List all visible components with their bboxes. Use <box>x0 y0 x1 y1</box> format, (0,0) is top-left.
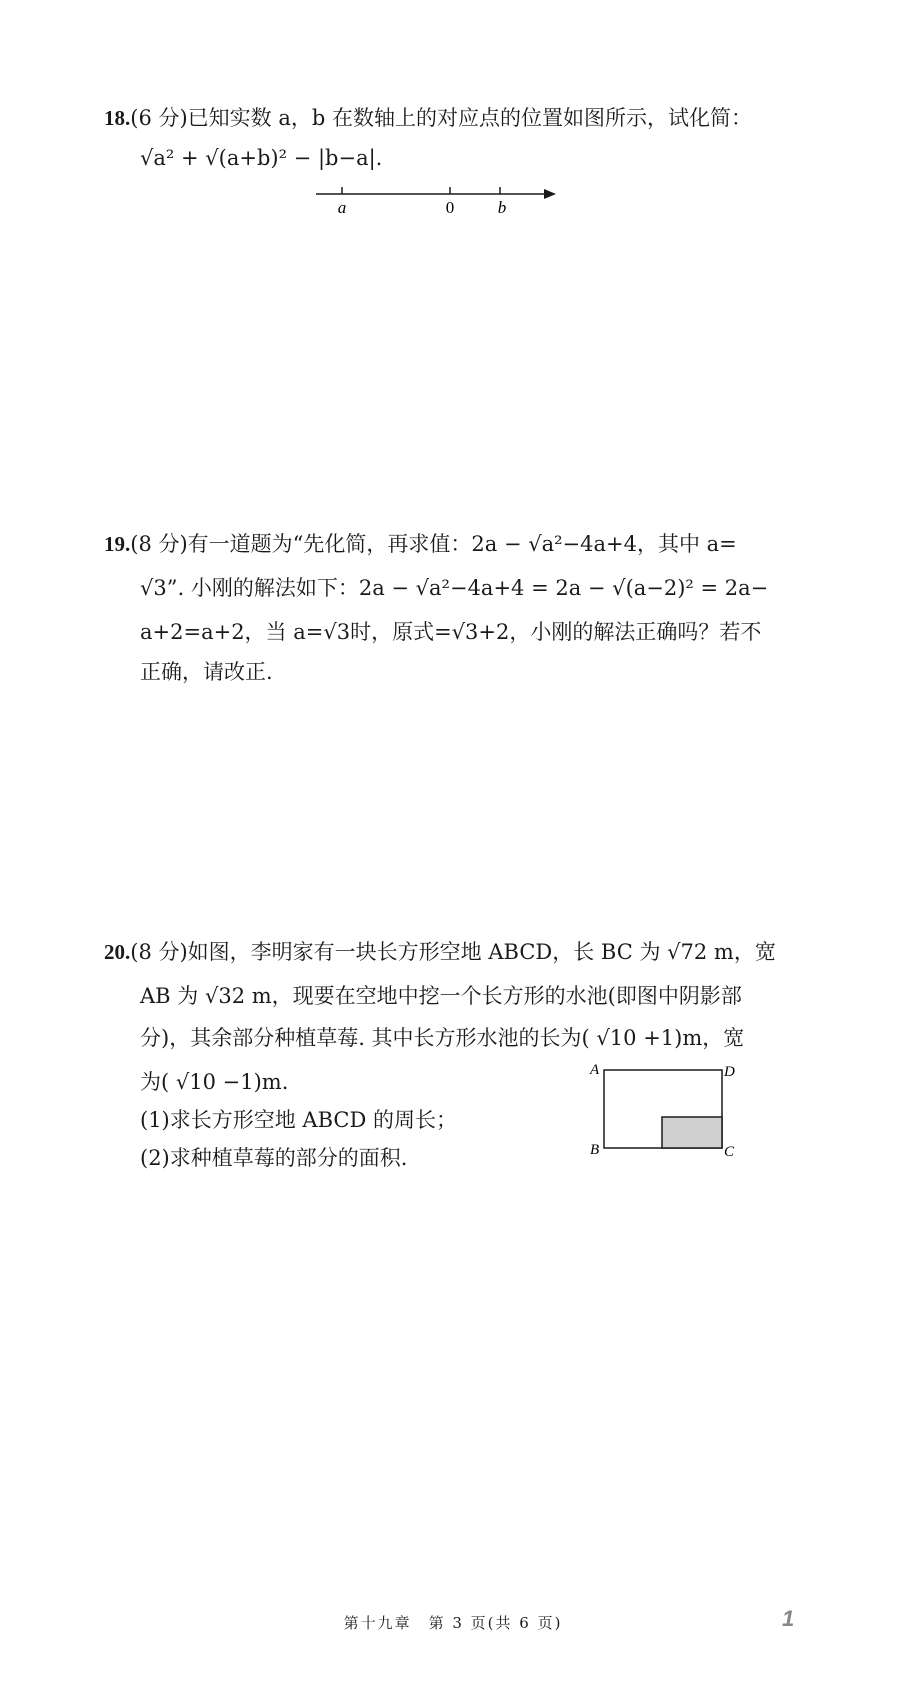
q18-number: 18. <box>104 106 131 130</box>
corner-label-a: A <box>590 1062 600 1078</box>
q20-text-2: AB 为 √32 m，现要在空地中挖一个长方形的水池(即图中阴影部 <box>140 984 742 1008</box>
page-number: 1 <box>782 1606 795 1631</box>
q19-number: 19. <box>104 532 131 556</box>
q20-text-4: 为( √10 −1)m. <box>140 1070 289 1094</box>
q18-line1 <box>104 102 752 132</box>
q20-subquestion-2: (2)求种植草莓的部分的面积. <box>140 1146 408 1170</box>
q20-text-3: 分)，其余部分种植草莓. 其中长方形水池的长为( √10 +1)m，宽 <box>140 1026 745 1050</box>
number-line-figure <box>310 180 570 220</box>
q19-text-2: √3”. 小刚的解法如下：2a − √a²−4a+4 = 2a − √(a−2)² = 2a− <box>140 576 769 600</box>
label-b: b <box>497 198 507 217</box>
pond-shaded-rectangle <box>662 1117 722 1148</box>
corner-label-c: C <box>724 1144 735 1160</box>
label-zero: 0 <box>445 198 455 217</box>
page-footer: 第十九章 第 3 页(共 6 页) <box>343 1614 563 1632</box>
q18-expression: √a² + √(a+b)² − |b−a|. <box>140 146 383 170</box>
q19-text-4: 正确，请改正. <box>140 660 273 684</box>
rectangle-figure <box>584 1056 744 1166</box>
q19-text-1: (8 分)有一道题为“先化简，再求值：2a − √a²−4a+4，其中 a= <box>130 532 737 556</box>
q20-line1 <box>104 936 776 966</box>
q19-text-3: a+2=a+2，当 a=√3时，原式=√3+2，小刚的解法正确吗？若不 <box>140 620 762 644</box>
q20-number: 20. <box>104 940 131 964</box>
q19-line1 <box>104 528 737 558</box>
q20-subquestion-1: (1)求长方形空地 ABCD 的周长； <box>140 1108 457 1132</box>
corner-label-b: B <box>590 1142 600 1158</box>
corner-label-d: D <box>724 1064 735 1080</box>
q20-text-1: (8 分)如图，李明家有一块长方形空地 ABCD，长 BC 为 √72 m，宽 <box>130 940 776 964</box>
q18-text: (6 分)已知实数 a，b 在数轴上的对应点的位置如图所示，试化简： <box>130 106 752 130</box>
label-a: a <box>337 198 347 217</box>
arrow-head-icon <box>544 189 556 199</box>
